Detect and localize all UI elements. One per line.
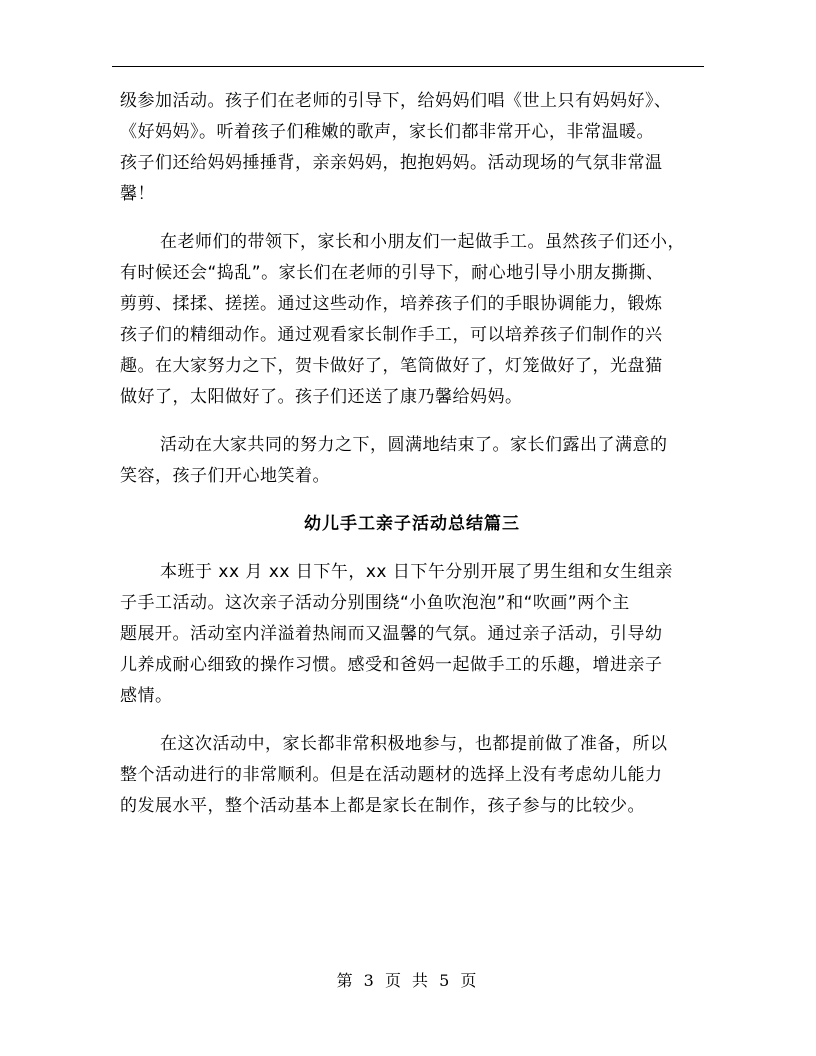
paragraph-line: 在这次活动中，家长都非常积极地参与，也都提前做了准备，所以: [160, 734, 668, 754]
paragraph-line: 笑容，孩子们开心地笑着。: [120, 466, 330, 486]
paragraph-line: 整个活动进行的非常顺利。但是在活动题材的选择上没有考虑幼儿能力: [120, 765, 663, 785]
paragraph-line: 馨！: [120, 184, 155, 204]
paragraph-4: [120, 557, 704, 712]
document-body: [120, 86, 704, 822]
paragraph-line: 的发展水平，整个活动基本上都是家长在制作，孩子参与的比较少。: [120, 796, 645, 816]
paragraph-line: 《好妈妈》。听着孩子们稚嫩的歌声，家长们都非常开心，非常温暖。: [120, 122, 654, 142]
paragraph-3: [120, 430, 704, 492]
paragraph-line: 孩子们的精细动作。通过观看家长制作手工，可以培养孩子们制作的兴: [120, 325, 663, 345]
paragraph-line: 儿养成耐心细致的操作习惯。感受和爸妈一起做手工的乐趣，增进亲子: [120, 655, 663, 675]
page-number-footer: 第 3 页 共 5 页: [336, 971, 480, 990]
paragraph-1: [120, 86, 704, 210]
section-title: 幼儿手工亲子活动总结篇三: [304, 514, 520, 534]
header-rule: [112, 66, 704, 67]
paragraph-line: 级参加活动。孩子们在老师的引导下，给妈妈们唱《世上只有妈妈好》、: [120, 91, 672, 111]
paragraph-line: 题展开。活动室内洋溢着热闹而又温馨的气氛。通过亲子活动，引导幼: [120, 624, 663, 644]
paragraph-line: 趣。在大家努力之下，贺卡做好了，笔筒做好了，灯笼做好了，光盘猫: [120, 356, 663, 376]
paragraph-line: 本班于 xx 月 xx 日下午，xx 日下午分别开展了男生组和女生组亲: [160, 562, 673, 582]
paragraph-line: 剪剪、揉揉、搓搓。通过这些动作，培养孩子们的手眼协调能力，锻炼: [120, 294, 663, 314]
paragraph-line: 有时候还会“捣乱”。家长们在老师的引导下，耐心地引导小朋友撕撕、: [120, 263, 664, 283]
paragraph-line: 在老师们的带领下，家长和小朋友们一起做手工。虽然孩子们还小，: [160, 232, 685, 252]
paragraph-5: [120, 729, 704, 822]
paragraph-line: 做好了，太阳做好了。孩子们还送了康乃馨给妈妈。: [120, 387, 523, 407]
paragraph-line: 孩子们还给妈妈捶捶背，亲亲妈妈，抱抱妈妈。活动现场的气氛非常温: [120, 153, 663, 173]
paragraph-line: 感情。: [120, 686, 173, 706]
paragraph-2: [120, 227, 704, 413]
paragraph-line: 子手工活动。这次亲子活动分别围绕“小鱼吹泡泡”和“吹画”两个主: [120, 593, 630, 613]
paragraph-line: 活动在大家共同的努力之下，圆满地结束了。家长们露出了满意的: [160, 435, 668, 455]
